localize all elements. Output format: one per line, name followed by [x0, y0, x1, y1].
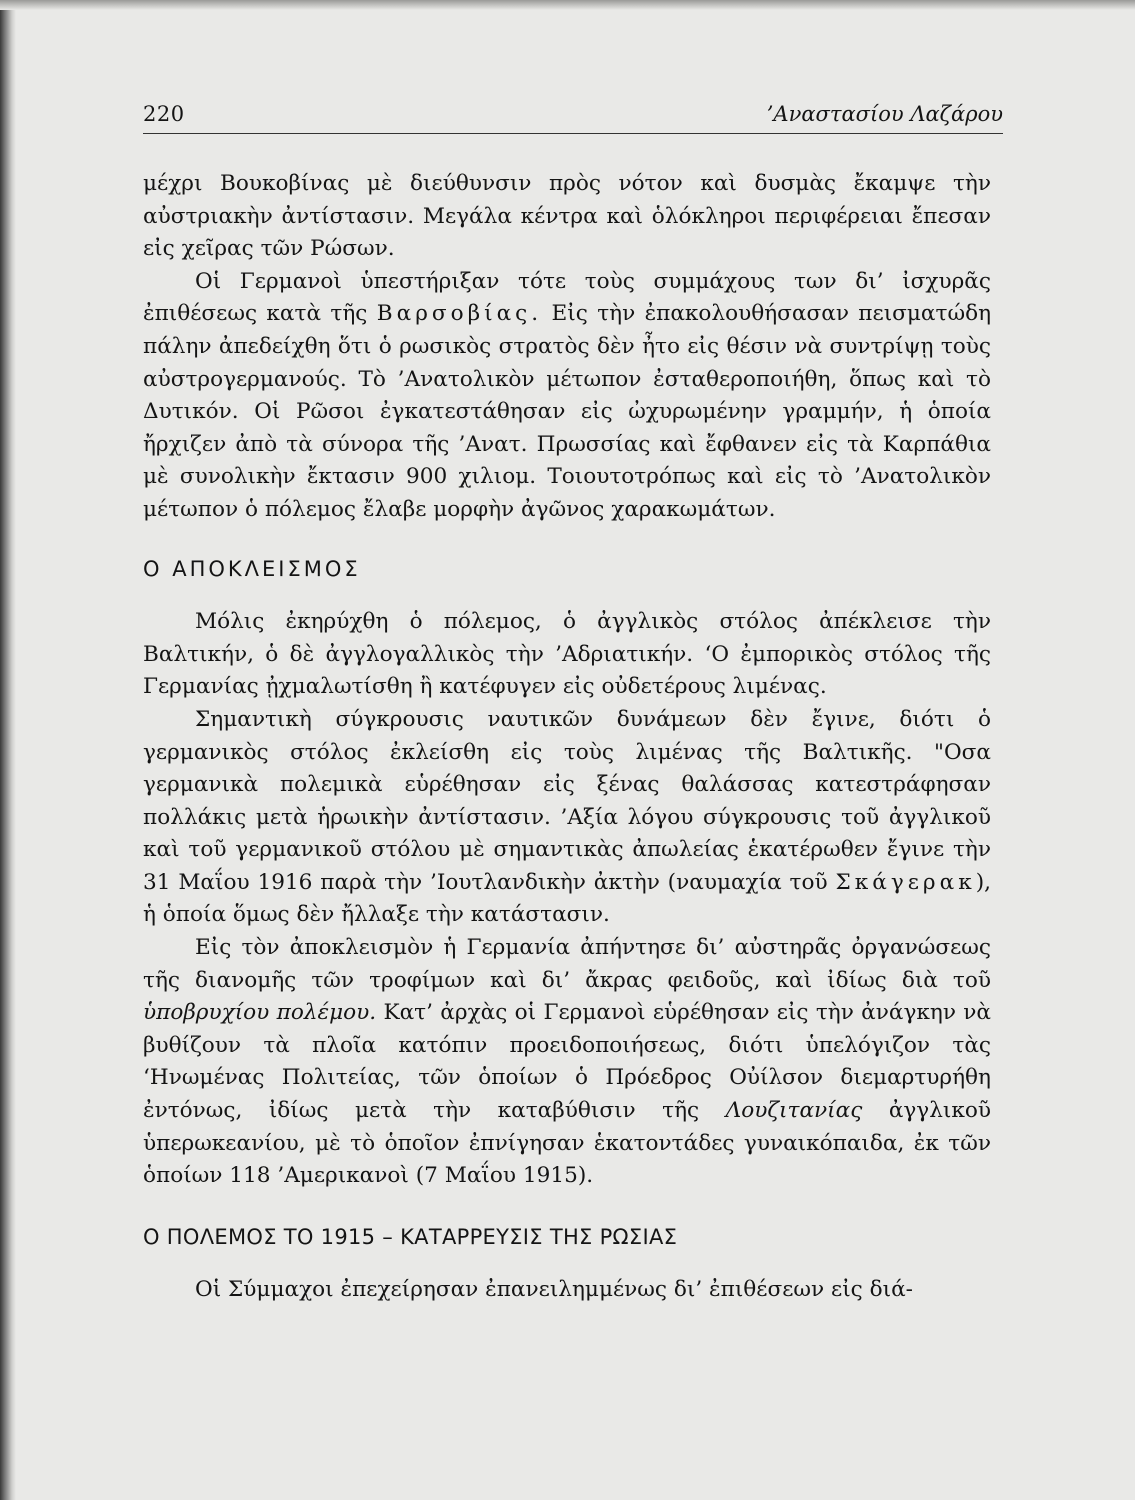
paragraph-5-term: ὑποβρυχίου πολέμου. [143, 1000, 377, 1026]
section-heading-blockade: Ο ΑΠΟΚΛΕΙΣΜΟΣ [143, 556, 361, 581]
paragraph-1: μέχρι Βουκοβίνας μὲ διεύθυνσιν πρὸς νότον καὶ δυσμὰς ἔκαμψε τὴν αὐστριακὴν ἀντίστασιν. Μεγάλα κέντρα καὶ ὁλόκληροι περιφέρειαι ἔπεσαν εἰς χεῖρας τῶν Ρώσων. [143, 171, 991, 262]
paragraph-4-text-b: ), ἡ ὁποία ὅμως δὲν ἤλλαξε τὴν κατάστασιν. [143, 869, 991, 928]
paragraph-2-text-a: Οἱ Γερμανοὶ ὑπεστήριξαν τότε τοὺς συμμάχους των δι’ ἰσχυρᾶς ἐπιθέσεως κατὰ τῆς [143, 268, 991, 327]
paragraph-4-place: Σκάγερακ [835, 869, 976, 895]
paragraph-3: Μόλις ἐκηρύχθη ὁ πόλεμος, ὁ ἀγγλικὸς στόλος ἀπέκλεισε τὴν Βαλτικήν, ὁ δὲ ἀγγλογαλλικὸς τὴν ’Αδριατικήν. ‘Ο ἐμπορικὸς στόλος τῆς Γερμανίας ᾐχμαλωτίσθη ἢ κατέφυγεν εἰς οὐδετέρους λιμένας. [143, 609, 991, 700]
running-head: ’Αναστασίου Λαζάρου [766, 102, 1003, 126]
section-heading-1915: Ο ΠΟΛΕΜΟΣ ΤΟ 1915 – ΚΑΤΑΡΡΕΥΣΙΣ ΤΗΣ ΡΩΣΙΑΣ [143, 1224, 678, 1249]
paragraph-5-ship: Λουζιτανίας [725, 1098, 863, 1124]
page-header [143, 100, 1003, 134]
paragraph-5-text-a: Εἰς τὸν ἀποκλεισμὸν ἡ Γερμανία ἀπήντησε δι’ αὐστηρᾶς ὀργανώσεως τῆς διανομῆς τῶν τροφίμων καὶ δι’ ἄκρας φειδοῦς, καὶ ἰδίως διὰ τοῦ [143, 935, 991, 993]
page-number: 220 [143, 102, 185, 126]
paragraph-5-text-c: ἀγγλικοῦ ὑπερωκεανίου, μὲ τὸ ὁποῖον ἐπνίγησαν ἑκατοντάδες γυναικόπαιδα, ἐκ τῶν ὁποίων 118 ’Αμερικανοὶ (7 Μαΐου 1915). [143, 1098, 991, 1189]
paragraph-5 [143, 932, 991, 1193]
paragraph-4 [143, 704, 991, 932]
paragraph-2-city: Βαρσοβίας. [376, 301, 543, 327]
header-rule [143, 133, 1003, 134]
page-binding-edge [0, 0, 16, 1500]
paragraph-5-text-b: Κατ’ ἀρχὰς οἱ Γερμανοὶ εὑρέθησαν εἰς τὴν ἀνάγκην νὰ βυθίζουν τὰ πλοῖα κατόπιν προειδοποιήσεως, διότι ὑπελόγιζον τὰς ‘Ηνωμένας Πολιτείας, τῶν ὁποίων ὁ Πρόεδρος Οὐίλσον διεμαρτυρήθη ἐντόνως, ἰδίως μετὰ τὴν καταβύθισιν τῆς [143, 1000, 991, 1124]
paragraph-6: Οἱ Σύμμαχοι ἐπεχείρησαν ἐπανειλημμένως δι’ ἐπιθέσεων εἰς διά- [195, 1277, 913, 1303]
paragraph-4-text-a: Σημαντικὴ σύγκρουσις ναυτικῶν δυνάμεων δὲν ἔγινε, διότι ὁ γερμανικὸς στόλος ἐκλείσθη εἰς τοὺς λιμένας τῆς Βαλτικῆς. "Οσα γερμανικὰ πολεμικὰ εὑρέθησαν εἰς ξένας θαλάσσας κατεστράφησαν πολλάκις μετὰ ἡρωικὴν ἀντίστασιν. ’Αξία λόγου σύγκρουσις τοῦ ἀγγλικοῦ καὶ τοῦ γερμανικοῦ στόλου μὲ σημαντικὰς ἀπωλείας ἑκατέρωθεν ἔγινε τὴν 31 Μαΐου 1916 παρὰ τὴν ’Ιουτλανδικὴν ἀκτὴν (ναυμαχία τοῦ [143, 706, 991, 895]
body-text [143, 168, 991, 1307]
page-top-edge [0, 0, 1135, 10]
paragraph-2 [143, 266, 991, 527]
paragraph-2-text-b: Εἰς τὴν ἐπακολουθήσασαν πεισματώδη πάλην ἀπεδείχθη ὅτι ὁ ρωσικὸς στρατὸς δὲν ἦτο εἰς θέσιν νὰ συντρίψῃ τοὺς αὐστρογερμανούς. Τὸ ’Ανατολικὸν μέτωπον ἐσταθεροποιήθη, ὅπως καὶ τὸ Δυτικόν. Οἱ Ρῶσοι ἐγκατεστάθησαν εἰς ὠχυρωμένην γραμμήν, ἡ ὁποία ἤρχιζεν ἀπὸ τὰ σύνορα τῆς ’Ανατ. Πρωσσίας καὶ ἔφθανεν εἰς τὰ Καρπάθια μὲ συνολικὴν ἔκτασιν 900 χιλιομ. Τοιουτοτρόπως καὶ εἰς τὸ ’Ανατολικὸν μέτωπον ὁ πόλεμος ἔλαβε μορφὴν ἀγῶνος χαρακωμάτων. [143, 301, 992, 522]
